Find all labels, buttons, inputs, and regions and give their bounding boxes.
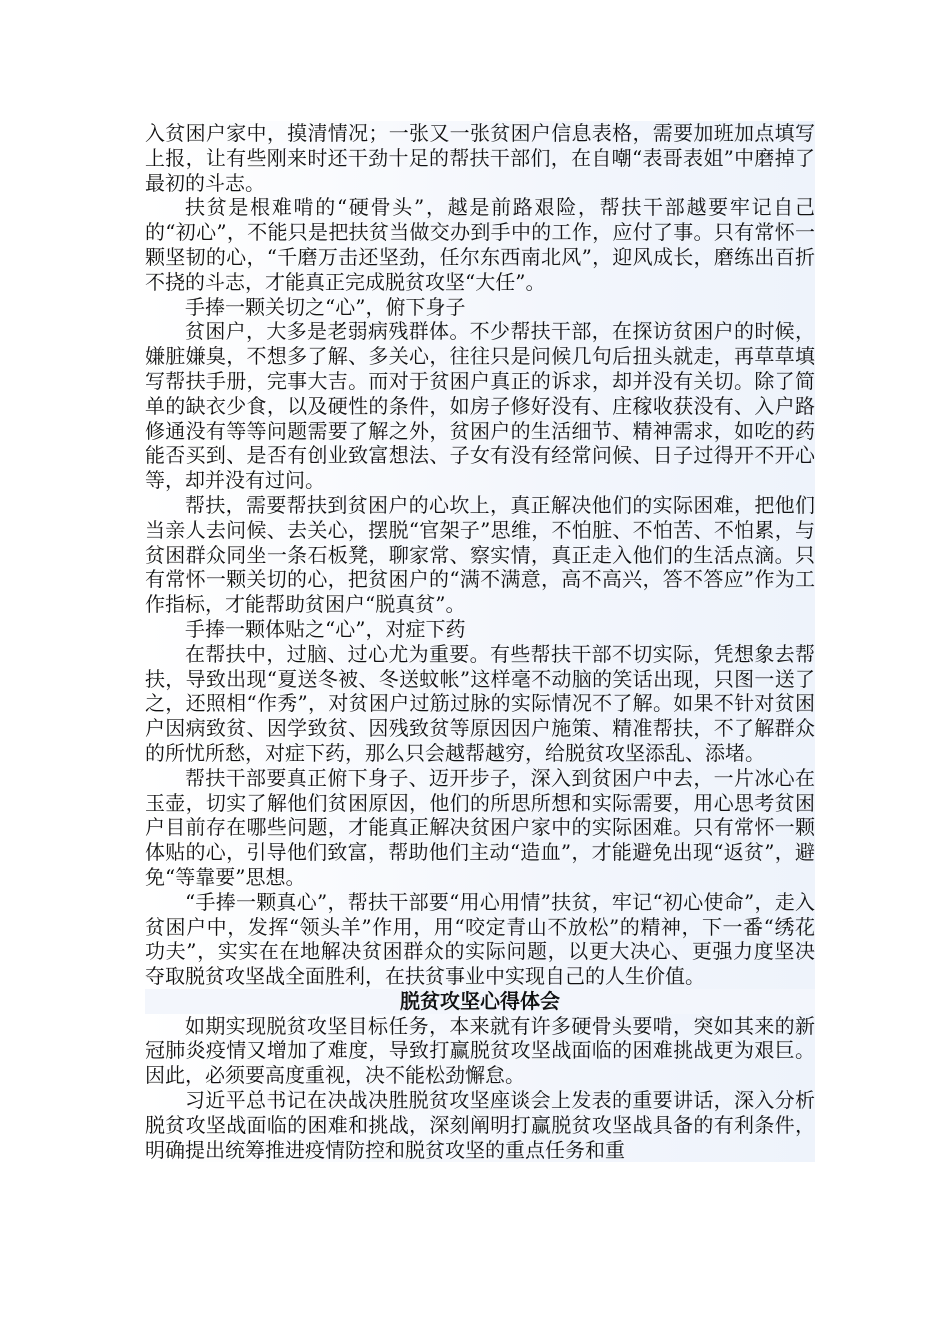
body-paragraph: 帮扶干部要真正俯下身子、迈开步子，深入到贫困户中去，一片冰心在玉壶，切实了解他们贫困原因，他们的所思所想和实际需要，用心思考贫困户目前存在哪些问题，才能真正解决贫困户家中的实际困难。只有常怀一颗体贴的心，引导他们致富，帮助他们主动“造血”，才能避免出现“返贫”，避免“等靠要”思想。 [145,765,815,889]
body-paragraph: 如期实现脱贫攻坚目标任务，本来就有许多硬骨头要啃，突如其来的新冠肺炎疫情又增加了难度，导致打赢脱贫攻坚战面临的困难挑战更为艰巨。因此，必须要高度重视，决不能松劲懈怠。 [145,1013,815,1088]
text-column [145,121,815,1162]
body-paragraph: “手捧一颗真心”，帮扶干部要“用心用情”扶贫，牢记“初心使命”，走入贫困户中，发挥“领头羊”作用，用“咬定青山不放松”的精神，下一番“绣花功夫”，实实在在地解决贫困群众的实际问题，以更大决心、更强力度坚决夺取脱贫攻坚战全面胜利，在扶贫事业中实现自己的人生价值。 [145,889,815,989]
body-paragraph: 贫困户，大多是老弱病残群体。不少帮扶干部，在探访贫困户的时候，嫌脏嫌臭，不想多了解、多关心，往往只是问候几句后扭头就走，再草草填写帮扶手册，完事大吉。而对于贫困户真正的诉求，却并没有关切。除了简单的缺衣少食，以及硬性的条件，如房子修好没有、庄稼收获没有、入户路修通没有等等问题需要了解之外，贫困户的生活细节、精神需求，如吃的药能否买到、是否有创业致富想法、子女有没有经常问候、日子过得开不开心等，却并没有过问。 [145,319,815,493]
section-subheading: 手捧一颗体贴之“心”，对症下药 [145,617,815,642]
body-paragraph: 入贫困户家中，摸清情况；一张又一张贫困户信息表格，需要加班加点填写上报，让有些刚来时还干劲十足的帮扶干部们，在自嘲“表哥表姐”中磨掉了最初的斗志。 [145,121,815,195]
body-paragraph: 扶贫是根难啃的“硬骨头”，越是前路艰险，帮扶干部越要牢记自己的“初心”，不能只是把扶贫当做交办到手中的工作，应付了事。只有常怀一颗坚韧的心，“千磨万击还坚劲，任尔东西南北风”，迎风成长，磨练出百折不挠的斗志，才能真正完成脱贫攻坚“大任”。 [145,195,815,294]
article-heading: 脱贫攻坚心得体会 [145,989,815,1014]
body-paragraph: 习近平总书记在决战决胜脱贫攻坚座谈会上发表的重要讲话，深入分析脱贫攻坚战面临的困难和挑战，深刻阐明打赢脱贫攻坚战具备的有利条件，明确提出统筹推进疫情防控和脱贫攻坚的重点任务和重 [145,1088,815,1162]
body-paragraph: 在帮扶中，过脑、过心尤为重要。有些帮扶干部不切实际，凭想象去帮扶，导致出现“夏送冬被、冬送蚊帐”这样毫不动脑的笑话出现，只图一送了之，还照相“作秀”，对贫困户过筋过脉的实际情况不了解。如果不针对贫困户因病致贫、因学致贫、因残致贫等原因因户施策、精准帮扶，不了解群众的所忧所愁，对症下药，那么只会越帮越穷，给脱贫攻坚添乱、添堵。 [145,641,815,765]
section-subheading: 手捧一颗关切之“心”，俯下身子 [145,295,815,320]
body-paragraph: 帮扶，需要帮扶到贫困户的心坎上，真正解决他们的实际困难，把他们当亲人去问候、去关心，摆脱“官架子”思维，不怕脏、不怕苦、不怕累，与贫困群众同坐一条石板凳，聊家常、察实情，真正走入他们的生活点滴。只有常怀一颗关切的心，把贫困户的“满不满意，高不高兴，答不答应”作为工作指标，才能帮助贫困户“脱真贫”。 [145,492,815,617]
